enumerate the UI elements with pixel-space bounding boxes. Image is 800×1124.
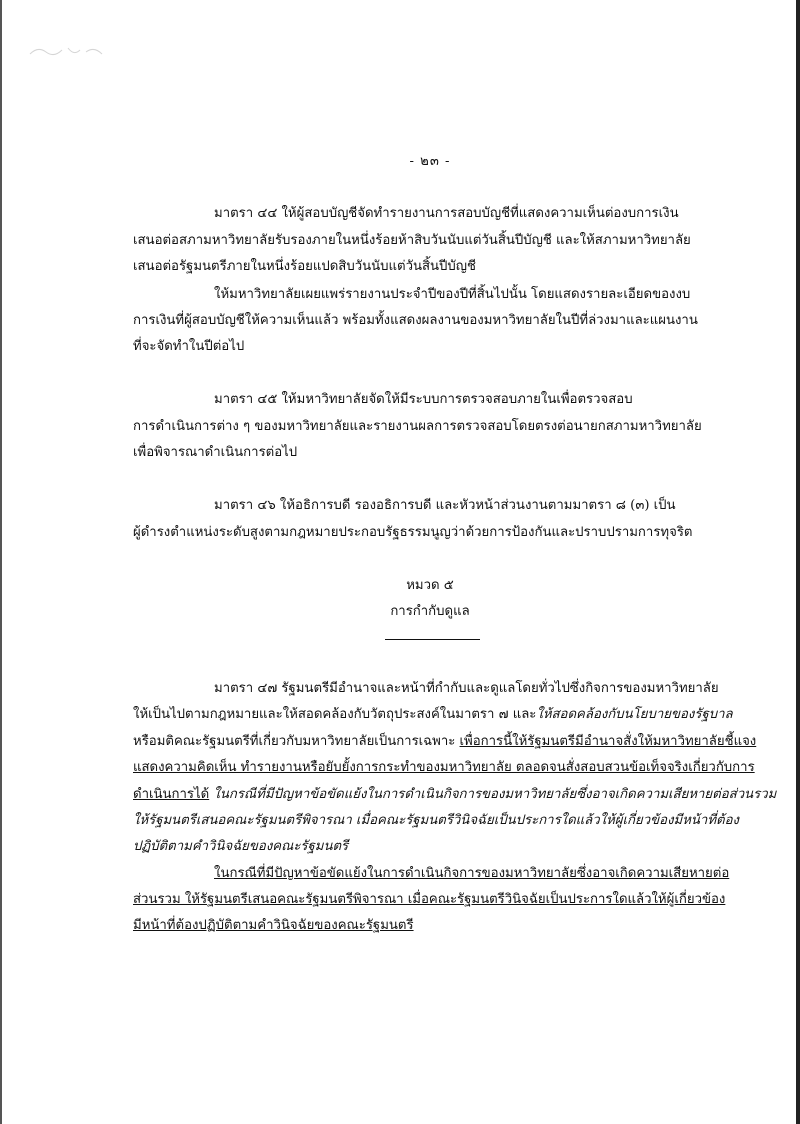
sec45-line2: การดำเนินการต่าง ๆ ของมหาวิทยาลัยและรายงานผลการตรวจสอบโดยตรงต่อนายกสภามหาวิทยาลัย — [133, 419, 702, 434]
sec47-line8: ในกรณีที่มีปัญหาข้อขัดแย้งในการดำเนินกิจการของมหาวิทยาลัยซึ่งอาจเกิดความเสียหายต่อ — [214, 866, 730, 881]
sec47-line3 — [133, 730, 756, 751]
sec45-line1: มาตรา ๔๕ ให้มหาวิทยาลัยจัดให้มีระบบการตรวจสอบภายในเพื่อตรวจสอบ — [214, 392, 633, 407]
chapter-number: หมวด ๕ — [406, 578, 454, 593]
chapter-title: การกำกับดูแล — [390, 604, 470, 619]
sec47-line9: ส่วนรวม ให้รัฐมนตรีเสนอคณะรัฐมนตรีพิจารณา เมื่อคณะรัฐมนตรีวินิจฉัยเป็นประการใดแล้วให้ผู้เกี่ยวข้อง — [133, 892, 726, 907]
chapter-divider — [385, 639, 480, 640]
sec44-line1: มาตรา ๔๔ ให้ผู้สอบบัญชีจัดทำรายงานการสอบบัญชีที่แสดงความเห็นต่องบการเงิน — [214, 206, 679, 221]
sec47-line5 — [133, 783, 776, 804]
sec44-line3: เสนอต่อรัฐมนตรีภายในหนึ่งร้อยแปดสิบวันนับแต่วันสิ้นปีบัญชี — [133, 259, 476, 274]
sec44-line2: เสนอต่อสภามหาวิทยาลัยรับรองภายในหนึ่งร้อยห้าสิบวันนับแต่วันสิ้นปีบัญชี และให้สภามหาวิทยาลัย — [133, 233, 691, 248]
sec47-line7: ปฏิบัติตามคำวินิจฉัยของคณะรัฐมนตรี — [133, 839, 349, 854]
sec46-line2: ผู้ดำรงตำแหน่งระดับสูงตามกฎหมายประกอบรัฐธรรมนูญว่าด้วยการป้องกันและปราบปรามการทุจริต — [133, 525, 693, 540]
page-number: - ๒๓ - — [409, 154, 451, 169]
sec44-line5: การเงินที่ผู้สอบบัญชีให้ความเห็นแล้ว พร้อมทั้งแสดงผลงานของมหาวิทยาลัยในปีที่ล่วงมาและแผนงาน — [133, 313, 698, 328]
sec47-line1: มาตรา ๔๗ รัฐมนตรีมีอำนาจและหน้าที่กำกับและดูแลโดยทั่วไปซึ่งกิจการของมหาวิทยาลัย — [214, 681, 719, 696]
sec47-line2-part2: ให้สอดคล้องกับนโยบายของรัฐบาล — [536, 707, 733, 722]
sec47-line3-part2: เพื่อการนี้ให้รัฐมนตรีมีอำนาจสั่งให้มหาวิทยาลัยชี้แจง — [459, 734, 757, 749]
sec47-line2-part1: ให้เป็นไปตามกฎหมายและให้สอดคล้องกับวัตถุประสงค์ในมาตรา ๗ และ — [133, 707, 537, 722]
sec44-line6: ที่จะจัดทำในปีต่อไป — [133, 339, 245, 354]
sec47-line6: ให้รัฐมนตรีเสนอคณะรัฐมนตรีพิจารณา เมื่อคณะรัฐมนตรีวินิจฉัยเป็นประการใดแล้วให้ผู้เกี่ยวข้องมีหน้าที่ต้อง — [133, 813, 739, 828]
sec45-line3: เพื่อพิจารณาดำเนินการต่อไป — [133, 445, 298, 460]
sec47-line10: มีหน้าที่ต้องปฏิบัติตามคำวินิจฉัยของคณะรัฐมนตรี — [133, 918, 414, 933]
sec47-line3-part1: หรือมติคณะรัฐมนตรีที่เกี่ยวกับมหาวิทยาลัยเป็นการเฉพาะ — [133, 734, 460, 749]
sec47-line4: แสดงความคิดเห็น ทำรายงานหรือยับยั้งการกระทำของมหาวิทยาลัย ตลอดจนสั่งสอบสวนข้อเท็จจริงเกี่ยวกับการ — [133, 760, 755, 775]
sec46-line1: มาตรา ๔๖ ให้อธิการบดี รองอธิการบดี และหัวหน้าส่วนงานตามมาตรา ๘ (๓) เป็น — [214, 498, 676, 513]
sec47-line2 — [133, 703, 733, 724]
sec47-line5-part2: ในกรณีที่มีปัญหาข้อขัดแย้งในการดำเนินกิจการของมหาวิทยาลัยซึ่งอาจเกิดความเสียหายต่อส่วนรวม — [209, 787, 777, 802]
sec47-line5-part1: ดำเนินการได้ — [133, 787, 210, 802]
sec44-line4: ให้มหาวิทยาลัยเผยแพร่รายงานประจำปีของปีที่สิ้นไปนั้น โดยแสดงรายละเอียดของงบ — [214, 287, 691, 302]
